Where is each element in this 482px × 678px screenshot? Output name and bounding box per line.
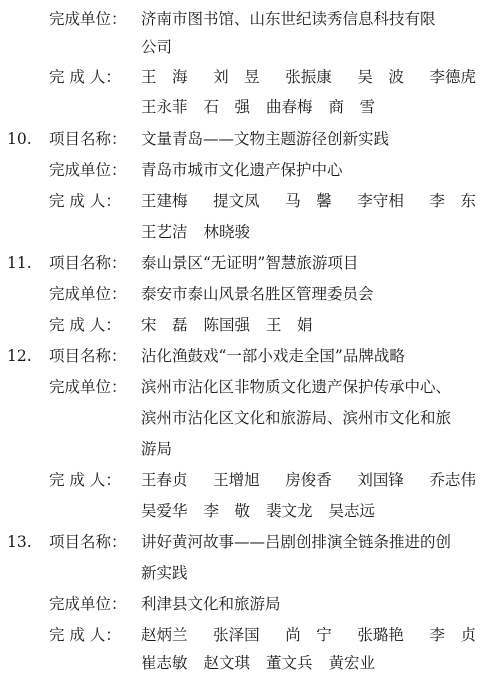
people-list [141,92,476,122]
unit-label: 完成单位： [49,161,127,179]
project-number: 12. [7,347,32,365]
person-name: 林晓骏 [203,223,251,241]
person-name: 李守相 [357,192,404,210]
project-name-label: 项目名称： [49,254,127,272]
person-name: 崔志敏 [141,654,188,672]
project-number: 10. [7,130,32,148]
person-name: 李 贞 [429,626,476,644]
person-name: 乔志伟 [429,471,476,489]
person-name: 李 东 [429,192,476,210]
unit-label: 完成单位： [49,595,127,613]
person-name: 王永菲 [141,98,188,116]
person-name: 吴爱华 [141,502,188,520]
project-name-value: 讲好黄河故事——吕剧创排演全链条推进的创 [141,533,452,551]
person-name: 刘国锋 [357,471,404,489]
people-label: 完 成 人： [49,192,121,210]
people-list [141,620,476,650]
project-name-value: 新实践 [141,564,188,582]
person-name: 黄宏业 [328,654,376,672]
unit-label: 完成单位： [49,285,127,303]
project-name-label: 项目名称： [49,130,127,148]
people-list [141,62,476,92]
person-name: 王春贞 [141,471,188,489]
person-name: 赵炳兰 [141,626,188,644]
person-name: 王建梅 [141,192,188,210]
project-name-value: 文量青岛——文物主题游径创新实践 [141,130,390,148]
person-name: 张泽国 [213,626,260,644]
unit-value: 利津县文化和旅游局 [141,595,281,613]
person-name: 王 娟 [266,316,313,334]
unit-label: 完成单位： [49,378,127,396]
person-name: 吴 波 [357,68,404,86]
person-name: 曲春梅 [266,98,313,116]
unit-value: 济南市图书馆、山东世纪读秀信息科技有限 [141,10,436,28]
project-name-value: 泰山景区“无证明”智慧旅游项目 [141,254,359,272]
person-name: 房俊香 [285,471,332,489]
person-name: 吴志远 [328,502,376,520]
unit-label: 完成单位： [49,10,127,28]
people-list [141,648,476,678]
person-name: 陈国强 [203,316,251,334]
project-number: 13. [7,533,32,551]
project-number: 11. [7,254,32,272]
project-name-label: 项目名称： [49,347,127,365]
people-label: 完 成 人： [49,316,121,334]
person-name: 提文凤 [213,192,260,210]
people-label: 完 成 人： [49,626,121,644]
person-name: 宋 磊 [141,316,188,334]
person-name: 王增旭 [213,471,260,489]
unit-value: 滨州市沾化区非物质文化遗产保护传承中心、 [141,378,452,396]
people-list [141,496,476,526]
unit-value: 公司 [141,38,173,56]
project-name-value: 沾化渔鼓戏“一部小戏走全国”品牌战略 [141,347,405,365]
unit-value: 滨州市沾化区文化和旅游局、滨州市文化和旅 [141,409,452,427]
person-name: 刘 昱 [213,68,260,86]
person-name: 董文兵 [266,654,313,672]
person-name: 张振康 [285,68,332,86]
project-name-label: 项目名称： [49,533,127,551]
person-name: 马 馨 [285,192,332,210]
people-list [141,217,476,247]
person-name: 尚 宁 [285,626,332,644]
person-name: 石 强 [203,98,251,116]
people-label: 完 成 人： [49,471,121,489]
person-name: 李德虎 [429,68,476,86]
person-name: 赵文琪 [203,654,251,672]
unit-value: 泰安市泰山风景名胜区管理委员会 [141,285,374,303]
person-name: 王艺洁 [141,223,188,241]
person-name: 王 海 [141,68,188,86]
people-label: 完 成 人： [49,68,121,86]
people-list [141,465,476,495]
person-name: 李 敬 [203,502,251,520]
unit-value: 青岛市城市文化遗产保护中心 [141,161,343,179]
person-name: 裴文龙 [266,502,313,520]
unit-value: 游局 [141,440,173,458]
person-name: 张璐艳 [357,626,404,644]
people-list [141,310,476,340]
person-name: 商 雪 [328,98,376,116]
people-list [141,186,476,216]
